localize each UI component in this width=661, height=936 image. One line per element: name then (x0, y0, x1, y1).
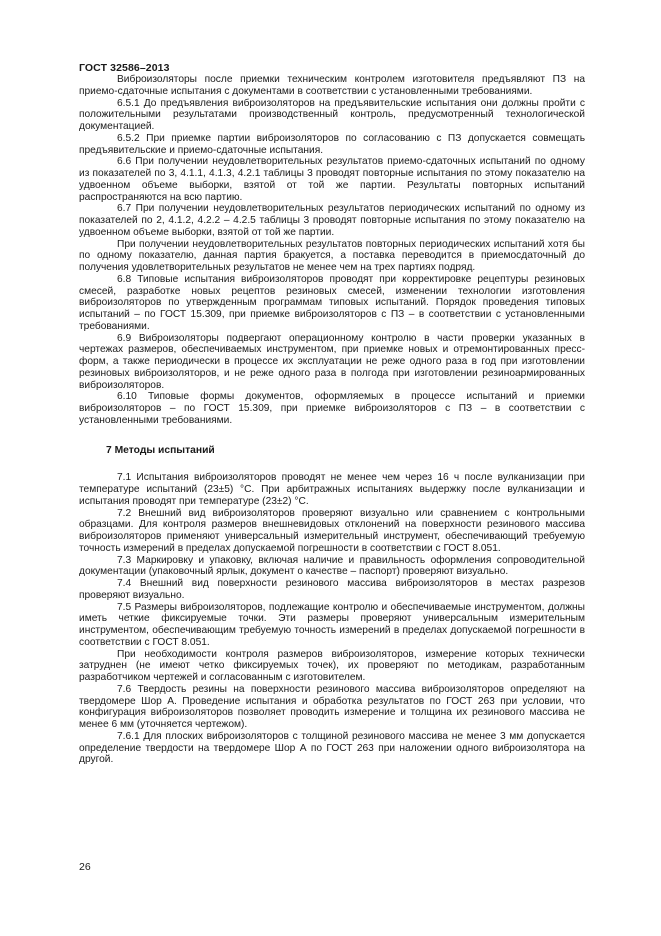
standard-designation: ГОСТ 32586–2013 (79, 62, 170, 74)
paragraph-6-5-2: 6.5.2 При приемке партии виброизоляторов по согласованию с ПЗ допускается совмещать предъявительские и приемо-сдаточные испытания. (79, 132, 585, 156)
paragraph-7-6-1: 7.6.1 Для плоских виброизоляторов с толщиной резинового массива не менее 3 мм допускается определение твердости на твердомере Шор А по ГОСТ 263 при наложении одного виброизолятора на другой. (79, 730, 585, 766)
paragraph: При необходимости контроля размеров виброизоляторов, измерение которых технически затруднен (не имеют четко фиксируемых точек), их проверяют по методикам, разработанным разработчиком чертежей и согласованным с изготовителем. (79, 648, 585, 683)
paragraph-7-5: 7.5 Размеры виброизоляторов, подлежащие контролю и обеспечиваемые инструментом, должны иметь четкие фиксируемые точки. Эти размеры проверяют универсальным измерительным инструментом, обеспечивающим требуемую точность измерений в пределах допускаемой погрешности в соответствии с ГОСТ 8.051. (79, 601, 585, 648)
paragraph-7-2: 7.2 Внешний вид виброизоляторов проверяют визуально или сравнением с контрольными образцами. Для контроля размеров внешневидовых отклонений на поверхности резинового массива виброизоляторов применяют универсальный измерительный инструмент, обеспечивающий требуемую точность измерений в пределах допускаемой погрешности в соответствии с ГОСТ 8.051. (79, 507, 585, 554)
paragraph-6-7: 6.7 При получении неудовлетворительных результатов периодических испытаний по одному из показателей по 2, 4.1.2, 4.2.2 – 4.2.5 таблицы 3 проводят повторные испытания по этому показателю на удвоенном объеме выборки, взятой от той же партии. (79, 203, 585, 238)
paragraph-6-8: 6.8 Типовые испытания виброизоляторов проводят при корректировке рецептуры резиновых смесей, разработке новых рецептов резиновых смесей, изменении технологии изготовления виброизоляторов по утвержденным программам типовых испытаний. Порядок проведения типовых испытаний – по ГОСТ 15.309, при приемке виброизоляторов с ПЗ – в соответствии с установленными требованиями. (79, 273, 585, 332)
paragraph-7-6: 7.6 Твердость резины на поверхности резинового массива виброизоляторов определяют на твердомере Шор А. Проведение испытания и обработка результатов по ГОСТ 263 при условии, что конфигурация виброизоляторов позволяет проводить измерение и толщина их резинового массива не менее 6 мм (уточняется чертежом). (79, 683, 585, 730)
section-heading: 7 Методы испытаний (106, 444, 215, 456)
paragraph-7-4: 7.4 Внешний вид поверхности резинового массива виброизоляторов в местах разрезов проверяют визуально. (79, 578, 585, 601)
paragraph: Виброизоляторы после приемки техническим контролем изготовителя предъявляют ПЗ на приемо-сдаточные испытания с документами в соответствии с установленными требованиями. (79, 74, 585, 97)
paragraph-6-10: 6.10 Типовые формы документов, оформляемых в процессе испытаний и приемки виброизоляторов – по ГОСТ 15.309, при приемке виброизоляторов с ПЗ – в соответствии с установленными требованиями. (79, 391, 585, 426)
paragraph-6-5-1: 6.5.1 До предъявления виброизоляторов на предъявительские испытания они должны пройти с положительными результатами производственный контроль, предусмотренный технологической документацией. (79, 97, 585, 132)
paragraph-7-3: 7.3 Маркировку и упаковку, включая наличие и правильность оформления сопроводительной документации (упаковочный ярлык, документ о качестве – паспорт) проверяют визуально. (79, 554, 585, 578)
document-body (79, 74, 585, 766)
page-number: 26 (79, 861, 91, 873)
paragraph-6-6: 6.6 При получении неудовлетворительных результатов приемо-сдаточных испытаний по одному из показателей по 3, 4.1.1, 4.1.3, 4.2.1 таблицы 3 проводят повторные испытания по этому показателю на удвоенном объеме выборки, взятой от той же партии. Результаты повторных испытаний распространяются на всю партию. (79, 156, 585, 203)
paragraph-6-9: 6.9 Виброизоляторы подвергают операционному контролю в части проверки указанных в чертежах размеров, обеспечиваемых инструментом, при приемке новых и отремонтированных пресс-форм, а также периодически в процессе их эксплуатации не реже одного раза в год при изготовлении резиновых виброизоляторов, и не реже одного раза в полгода при изготовлении резиноармированных виброизоляторов. (79, 332, 585, 391)
paragraph: При получении неудовлетворительных результатов повторных периодических испытаний хотя бы по одному показателю, данная партия бракуется, а поставка переводится в приемосдаточный до получения удовлетворительных результатов не менее чем на трех партиях подряд. (79, 238, 585, 273)
paragraph-7-1: 7.1 Испытания виброизоляторов проводят не менее чем через 16 ч после вулканизации при температуре испытаний (23±5) °С. При арбитражных испытаниях выдержку после вулканизации и испытания проводят при температуре (23±2) °С. (79, 472, 585, 507)
